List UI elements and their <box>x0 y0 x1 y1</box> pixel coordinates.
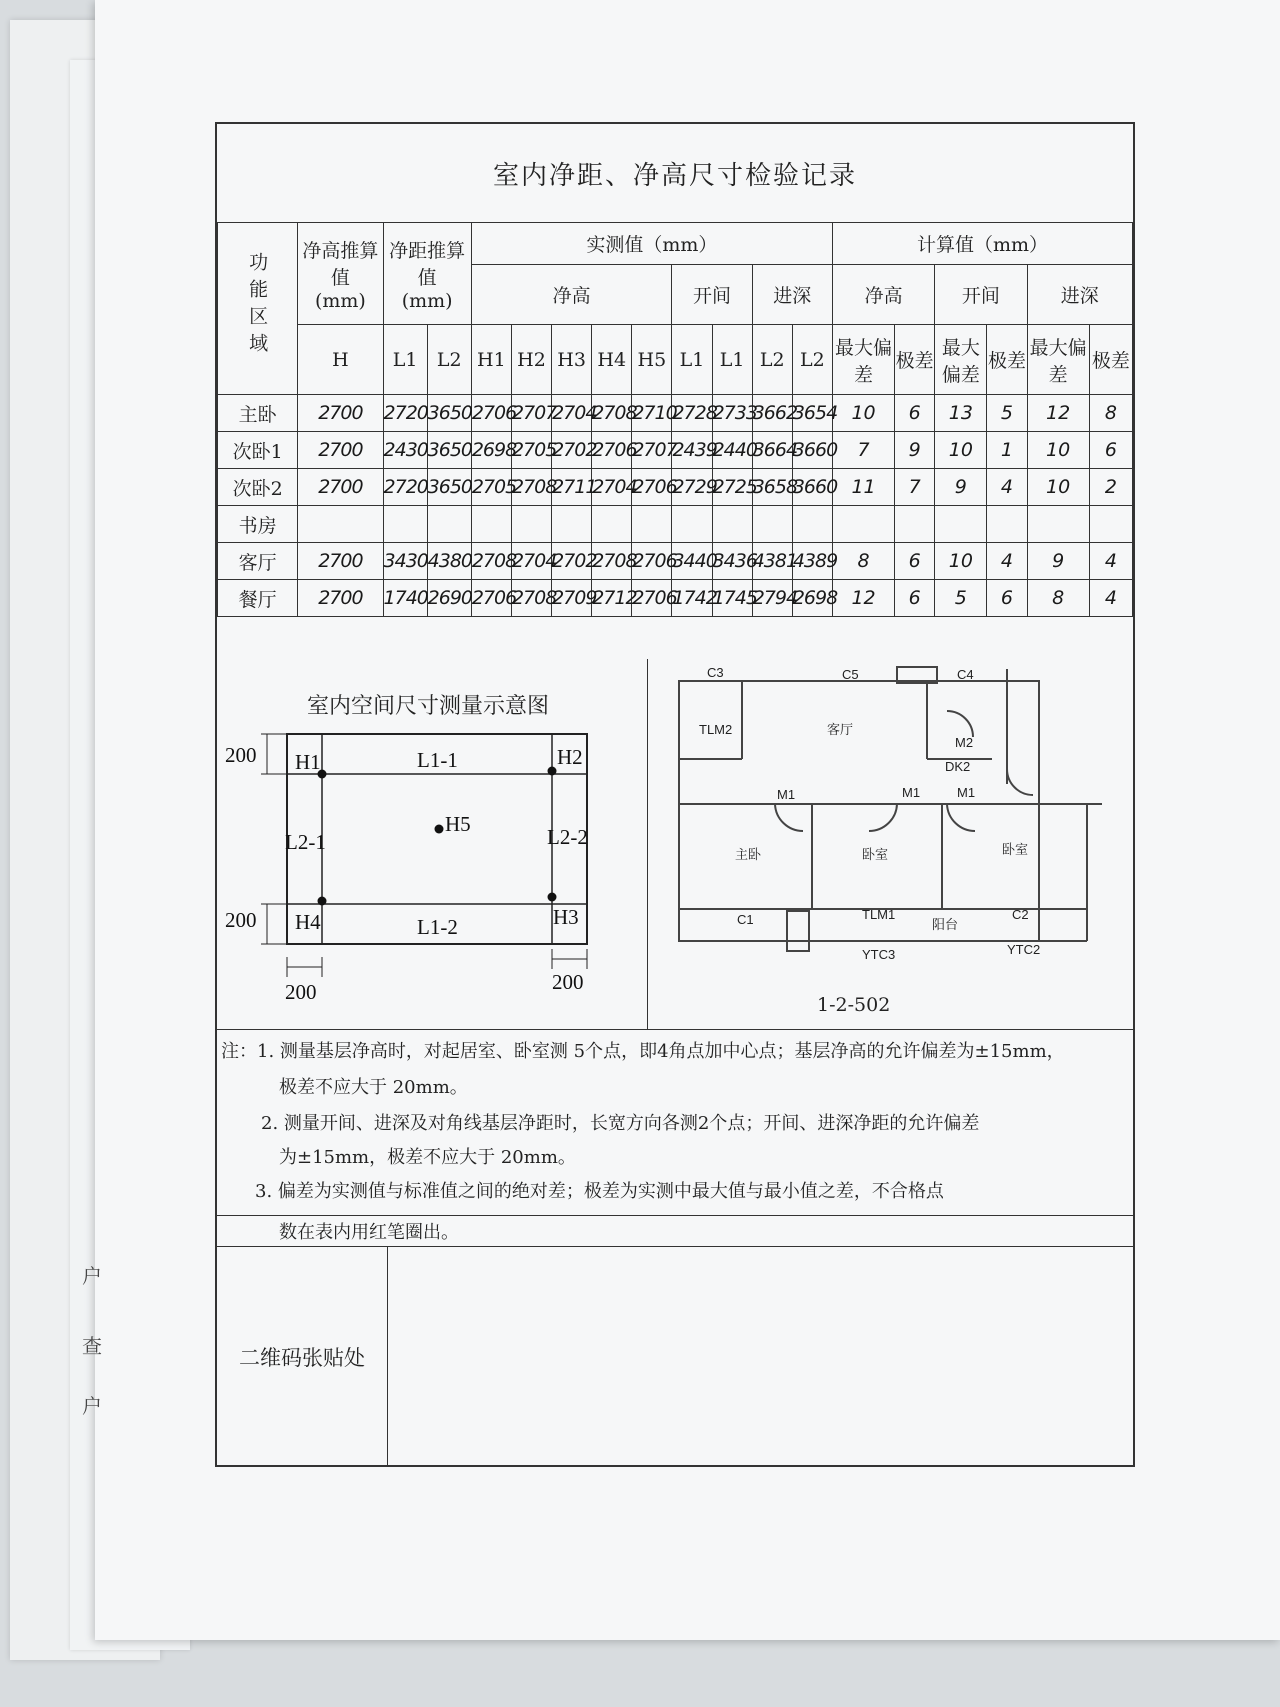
col-depth-L2b: L2 <box>792 325 832 395</box>
cell-h1: 2706 <box>471 395 511 432</box>
cell-d2: 3660 <box>792 469 832 506</box>
cell-b1: 2728 <box>672 395 712 432</box>
cell-d1: 2794 <box>752 580 792 617</box>
plan-ytc3: YTC3 <box>862 947 896 962</box>
col-H3: H3 <box>552 325 592 395</box>
cell-h3: 2702 <box>552 543 592 580</box>
cell-L1: 3430 <box>383 543 427 580</box>
label-l12: L1-2 <box>417 915 458 939</box>
cell-L2: 3650 <box>427 395 471 432</box>
cell-bay_rng: 4 <box>987 469 1027 506</box>
plan-balcony: 阳台 <box>932 917 959 932</box>
measurement-diagram <box>217 659 647 1029</box>
col-bay-L1a: L1 <box>672 325 712 395</box>
label-l21: L2-1 <box>285 830 326 854</box>
cell-bay_dev: 10 <box>935 543 987 580</box>
plan-c5: C5 <box>842 667 859 682</box>
cell-bay_rng: 1 <box>987 432 1027 469</box>
plan-m1a: M1 <box>777 787 796 802</box>
cell-dep_rng: 8 <box>1089 395 1132 432</box>
cell-bay_dev: 5 <box>935 580 987 617</box>
cell-b1: 2729 <box>672 469 712 506</box>
cell-d2: 3660 <box>792 432 832 469</box>
table-row <box>218 580 1133 617</box>
dist-est-header: 净距推算值 (mm) <box>383 223 471 325</box>
cell-dep_dev: 12 <box>1027 395 1089 432</box>
table-row <box>218 543 1133 580</box>
table-row <box>218 395 1133 432</box>
cell-nh_rng: 6 <box>895 395 935 432</box>
inspection-form <box>215 122 1135 1467</box>
col-dep-rng: 极差 <box>1089 325 1132 395</box>
cell-nh_dev: 8 <box>832 543 894 580</box>
cell-L1: 2720 <box>383 395 427 432</box>
height-est-header: 净高推算值 (mm) <box>298 223 383 325</box>
col-dep-dev: 最大偏差 <box>1027 325 1089 395</box>
depth-header: 进深 <box>752 265 832 325</box>
cell-L2 <box>427 506 471 543</box>
dim-200-right: 200 <box>552 970 584 994</box>
plan-tlm1: TLM1 <box>862 907 896 922</box>
plan-tlm2: TLM2 <box>699 722 733 737</box>
cell-h4: 2706 <box>592 432 632 469</box>
net-height-header: 净高 <box>471 265 672 325</box>
cell-b1: 2439 <box>672 432 712 469</box>
col-bay-dev: 最大偏差 <box>935 325 987 395</box>
diagram-title: 室内空间尺寸测量示意图 <box>307 694 550 719</box>
cell-h4: 2712 <box>592 580 632 617</box>
cell-H: 2700 <box>298 580 383 617</box>
cell-dep_rng: 2 <box>1089 469 1132 506</box>
cell-h1: 2706 <box>471 580 511 617</box>
cell-L2: 3650 <box>427 432 471 469</box>
cell-L1: 2720 <box>383 469 427 506</box>
note-1a: 注：1. 测量基层净高时，对起居室、卧室测 5个点，即4角点加中心点；基层净高的允许偏差为±15mm， <box>221 1041 1065 1062</box>
cell-L1: 1740 <box>383 580 427 617</box>
cell-bay_dev: 10 <box>935 432 987 469</box>
cell-dep_dev: 10 <box>1027 432 1089 469</box>
cell-b1: 3440 <box>672 543 712 580</box>
cell-nh_rng <box>895 506 935 543</box>
measured-header: 实测值（mm） <box>471 223 832 265</box>
cell-d2 <box>792 506 832 543</box>
row-area-name: 餐厅 <box>218 580 298 617</box>
side-char: 查 <box>82 1334 102 1358</box>
col-H1: H1 <box>471 325 511 395</box>
label-h4: H4 <box>295 910 321 934</box>
cell-h3: 2711 <box>552 469 592 506</box>
cell-dep_dev: 8 <box>1027 580 1089 617</box>
cell-h5: 2706 <box>632 580 672 617</box>
label-l11: L1-1 <box>417 748 458 772</box>
diagram-area <box>217 659 1133 1030</box>
cell-h1: 2705 <box>471 469 511 506</box>
col-nh-dev: 最大偏差 <box>832 325 894 395</box>
cell-h2: 2705 <box>511 432 551 469</box>
cell-dep_dev: 9 <box>1027 543 1089 580</box>
cell-h1 <box>471 506 511 543</box>
note-2a: 2. 测量开间、进深及对角线基层净距时，长宽方向各测2个点；开间、进深净距的允许偏差 <box>261 1113 980 1134</box>
cell-h1: 2698 <box>471 432 511 469</box>
col-depth-L2a: L2 <box>752 325 792 395</box>
cell-L1: 2430 <box>383 432 427 469</box>
cell-h1: 2708 <box>471 543 511 580</box>
cell-dep_dev: 10 <box>1027 469 1089 506</box>
dim-200-bottom: 200 <box>225 908 257 932</box>
cell-dep_rng <box>1089 506 1132 543</box>
cell-h3 <box>552 506 592 543</box>
cell-bay_dev: 9 <box>935 469 987 506</box>
cell-h5 <box>632 506 672 543</box>
cell-nh_dev <box>832 506 894 543</box>
col-L2: L2 <box>427 325 471 395</box>
label-h5: H5 <box>445 812 471 836</box>
cell-bay_rng: 6 <box>987 580 1027 617</box>
plan-c1: C1 <box>737 912 754 927</box>
cell-d1: 4381 <box>752 543 792 580</box>
row-area-name: 次卧2 <box>218 469 298 506</box>
cell-b2: 2725 <box>712 469 752 506</box>
cell-L2: 2690 <box>427 580 471 617</box>
row-area-name: 次卧1 <box>218 432 298 469</box>
cell-b2: 2733 <box>712 395 752 432</box>
cell-h2: 2708 <box>511 580 551 617</box>
cell-h3: 2709 <box>552 580 592 617</box>
cell-L2: 3650 <box>427 469 471 506</box>
note-2b: 为±15mm，极差不应大于 20mm。 <box>279 1147 576 1168</box>
cell-b2: 2440 <box>712 432 752 469</box>
cell-h2: 2704 <box>511 543 551 580</box>
note-1b: 极差不应大于 20mm。 <box>279 1077 468 1098</box>
plan-c4: C4 <box>957 667 974 682</box>
measurement-table <box>217 222 1133 617</box>
plan-ytc2: YTC2 <box>1007 942 1041 957</box>
cell-h2 <box>511 506 551 543</box>
cell-h3: 2702 <box>552 432 592 469</box>
cell-nh_rng: 9 <box>895 432 935 469</box>
plan-c3: C3 <box>707 665 724 680</box>
label-l22: L2-2 <box>547 825 588 849</box>
function-area-header: 功能区域 <box>218 223 298 395</box>
row-area-name: 主卧 <box>218 395 298 432</box>
plan-dk2: DK2 <box>945 759 971 774</box>
note-3b: 数在表内用红笔圈出。 <box>279 1222 459 1243</box>
cell-L2: 4380 <box>427 543 471 580</box>
cell-H: 2700 <box>298 432 383 469</box>
cell-L1 <box>383 506 427 543</box>
cell-H: 2700 <box>298 395 383 432</box>
cell-bay_dev: 13 <box>935 395 987 432</box>
cell-h5: 2706 <box>632 469 672 506</box>
cell-d1: 3658 <box>752 469 792 506</box>
plan-m1c: M1 <box>957 785 976 800</box>
cell-b1: 1742 <box>672 580 712 617</box>
cell-b2 <box>712 506 752 543</box>
label-h2: H2 <box>557 745 583 769</box>
qr-area <box>217 1246 1133 1466</box>
cell-dep_rng: 4 <box>1089 580 1132 617</box>
col-L1: L1 <box>383 325 427 395</box>
cell-d2: 4389 <box>792 543 832 580</box>
col-H: H <box>298 325 383 395</box>
cell-nh_dev: 12 <box>832 580 894 617</box>
qr-label: 二维码张贴处 <box>217 1246 388 1467</box>
table-row <box>218 432 1133 469</box>
cell-h5: 2710 <box>632 395 672 432</box>
cell-bay_rng: 5 <box>987 395 1027 432</box>
cell-d2: 3654 <box>792 395 832 432</box>
cell-bay_rng: 4 <box>987 543 1027 580</box>
cell-d1: 3662 <box>752 395 792 432</box>
cell-h2: 2708 <box>511 469 551 506</box>
cell-nh_rng: 6 <box>895 543 935 580</box>
col-H4: H4 <box>592 325 632 395</box>
col-bay-rng: 极差 <box>987 325 1027 395</box>
cell-b2: 1745 <box>712 580 752 617</box>
plan-unit-label: 1-2-502 <box>817 994 891 1016</box>
row-area-name: 书房 <box>218 506 298 543</box>
plan-master: 主卧 <box>735 847 762 862</box>
calculated-header: 计算值（mm） <box>832 223 1132 265</box>
side-char: 户 <box>82 1264 102 1288</box>
col-H2: H2 <box>511 325 551 395</box>
col-bay-L1b: L1 <box>712 325 752 395</box>
dim-200-left: 200 <box>285 980 317 1004</box>
cell-h5: 2706 <box>632 543 672 580</box>
cell-dep_dev <box>1027 506 1089 543</box>
cell-nh_rng: 7 <box>895 469 935 506</box>
cell-dep_rng: 6 <box>1089 432 1132 469</box>
label-h1: H1 <box>295 750 321 774</box>
calc-bay-header: 开间 <box>935 265 1027 325</box>
cell-h3: 2704 <box>552 395 592 432</box>
cell-dep_rng: 4 <box>1089 543 1132 580</box>
cell-d1: 3664 <box>752 432 792 469</box>
row-area-name: 客厅 <box>218 543 298 580</box>
cell-h4: 2708 <box>592 395 632 432</box>
qr-paste-box[interactable] <box>387 1246 1133 1467</box>
note-3a: 3. 偏差为实测值与标准值之间的绝对差；极差为实测中最大值与最小值之差，不合格点 <box>255 1181 944 1202</box>
cell-b2: 3436 <box>712 543 752 580</box>
cell-h4: 2708 <box>592 543 632 580</box>
plan-m1b: M1 <box>902 785 921 800</box>
calc-net-height-header: 净高 <box>832 265 934 325</box>
cell-H: 2700 <box>298 543 383 580</box>
label-h3: H3 <box>553 905 579 929</box>
cell-H <box>298 506 383 543</box>
cell-h5: 2707 <box>632 432 672 469</box>
table-row <box>218 506 1133 543</box>
cell-h4 <box>592 506 632 543</box>
cell-d2: 2698 <box>792 580 832 617</box>
form-title: 室内净距、净高尺寸检验记录 <box>217 124 1133 223</box>
cell-nh_dev: 7 <box>832 432 894 469</box>
col-nh-rng: 极差 <box>895 325 935 395</box>
plan-living: 客厅 <box>827 722 854 737</box>
dim-200-top: 200 <box>225 743 257 767</box>
col-H5: H5 <box>632 325 672 395</box>
floor-plan <box>647 659 1133 989</box>
cell-bay_dev <box>935 506 987 543</box>
side-char: 户 <box>82 1394 102 1418</box>
cell-b1 <box>672 506 712 543</box>
table-row <box>218 469 1133 506</box>
plan-bed1: 卧室 <box>862 847 889 862</box>
calc-depth-header: 进深 <box>1027 265 1132 325</box>
plan-m2: M2 <box>955 735 974 750</box>
cell-h4: 2704 <box>592 469 632 506</box>
cell-d1 <box>752 506 792 543</box>
notes <box>217 1030 1133 1216</box>
cell-nh_rng: 6 <box>895 580 935 617</box>
cell-bay_rng <box>987 506 1027 543</box>
cell-H: 2700 <box>298 469 383 506</box>
plan-bed2: 卧室 <box>1002 842 1029 857</box>
plan-c2: C2 <box>1012 907 1029 922</box>
cell-nh_dev: 10 <box>832 395 894 432</box>
bay-header: 开间 <box>672 265 752 325</box>
cell-h2: 2707 <box>511 395 551 432</box>
cell-nh_dev: 11 <box>832 469 894 506</box>
